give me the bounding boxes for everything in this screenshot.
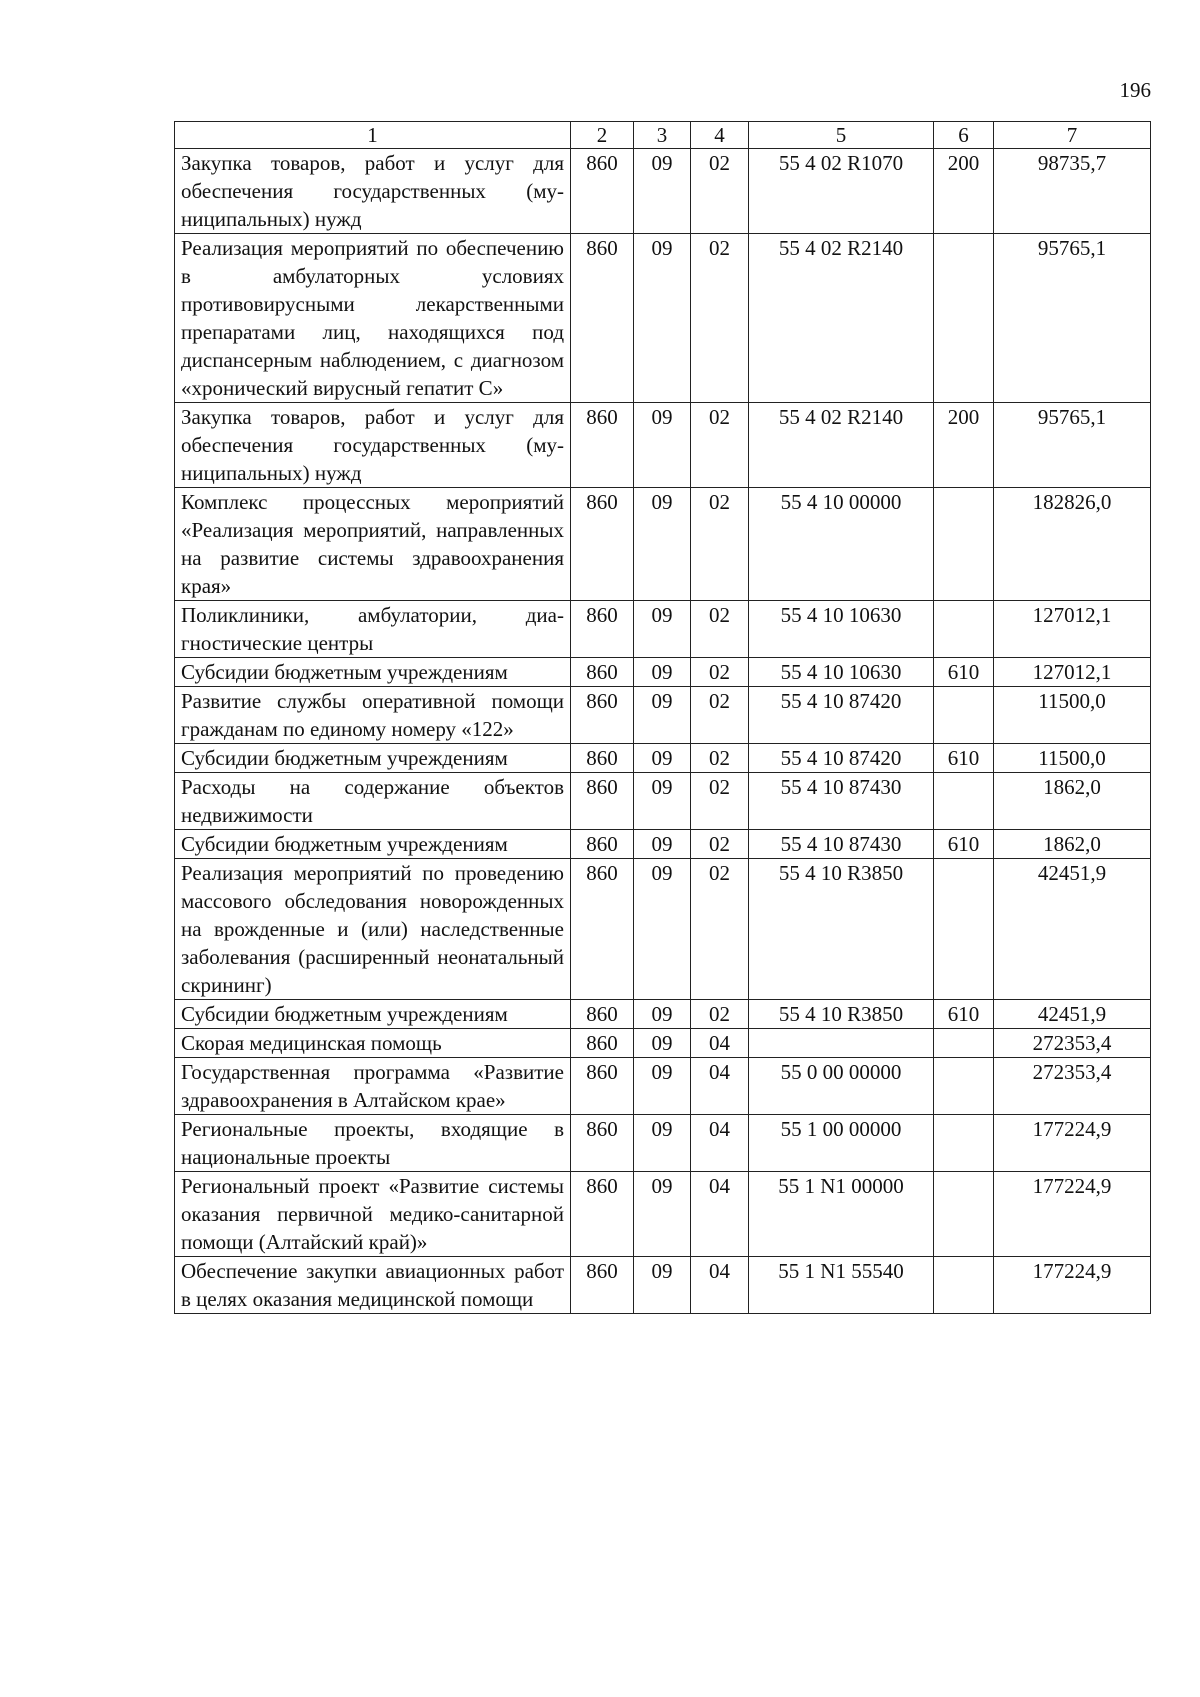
subsection-code-cell: 02 — [691, 859, 749, 1000]
ministry-code-cell: 860 — [571, 1000, 634, 1029]
section-code-cell: 09 — [634, 1029, 691, 1058]
amount-cell: 42451,9 — [994, 1000, 1151, 1029]
budget-table — [174, 121, 1151, 1314]
section-code-cell: 09 — [634, 149, 691, 234]
ministry-code-cell: 860 — [571, 859, 634, 1000]
amount-cell: 42451,9 — [994, 859, 1151, 1000]
amount-cell: 272353,4 — [994, 1058, 1151, 1115]
item-name-cell: Расходы на содержание объектов недвижимости — [175, 773, 571, 830]
expense-type-cell — [934, 601, 994, 658]
expense-type-cell — [934, 1115, 994, 1172]
ministry-code-cell: 860 — [571, 403, 634, 488]
amount-cell: 127012,1 — [994, 601, 1151, 658]
item-name-cell: Закупка товаров, работ и услуг для обеспечения государственных (муниципальных) нужд — [175, 149, 571, 234]
ministry-code-cell: 860 — [571, 773, 634, 830]
item-name-cell: Субсидии бюджетным учреждениям — [175, 744, 571, 773]
item-name-cell: Региональные проекты, входящие в национальные проекты — [175, 1115, 571, 1172]
column-header: 3 — [634, 122, 691, 149]
section-code-cell: 09 — [634, 403, 691, 488]
section-code-cell: 09 — [634, 1172, 691, 1257]
target-article-cell: 55 0 00 00000 — [749, 1058, 934, 1115]
target-article-cell: 55 4 02 R1070 — [749, 149, 934, 234]
section-code-cell: 09 — [634, 1115, 691, 1172]
target-article-cell: 55 4 02 R2140 — [749, 403, 934, 488]
target-article-cell: 55 4 10 10630 — [749, 601, 934, 658]
section-code-cell: 09 — [634, 773, 691, 830]
item-name-cell: Реализация мероприятий по проведению массового обследования новорожденных на врожденные и (или) наследственные заболевания (расширенный неонатальный скрининг) — [175, 859, 571, 1000]
target-article-cell: 55 1 N1 55540 — [749, 1257, 934, 1314]
subsection-code-cell: 02 — [691, 149, 749, 234]
ministry-code-cell: 860 — [571, 744, 634, 773]
subsection-code-cell: 02 — [691, 1000, 749, 1029]
ministry-code-cell: 860 — [571, 830, 634, 859]
section-code-cell: 09 — [634, 658, 691, 687]
expense-type-cell: 200 — [934, 403, 994, 488]
amount-cell: 11500,0 — [994, 687, 1151, 744]
expense-type-cell — [934, 234, 994, 403]
table-row — [175, 1115, 1151, 1172]
ministry-code-cell: 860 — [571, 601, 634, 658]
ministry-code-cell: 860 — [571, 658, 634, 687]
target-article-cell: 55 4 10 87430 — [749, 830, 934, 859]
section-code-cell: 09 — [634, 488, 691, 601]
target-article-cell: 55 1 00 00000 — [749, 1115, 934, 1172]
ministry-code-cell: 860 — [571, 1172, 634, 1257]
amount-cell: 177224,9 — [994, 1172, 1151, 1257]
table-row — [175, 859, 1151, 1000]
item-name-cell: Скорая медицинская помощь — [175, 1029, 571, 1058]
item-name-cell: Поликлиники, амбулатории, диагностические центры — [175, 601, 571, 658]
amount-cell: 177224,9 — [994, 1257, 1151, 1314]
item-name-cell: Развитие службы оперативной помощи гражданам по единому номеру «122» — [175, 687, 571, 744]
ministry-code-cell: 860 — [571, 687, 634, 744]
section-code-cell: 09 — [634, 1058, 691, 1115]
expense-type-cell — [934, 1029, 994, 1058]
page-number: 196 — [1119, 78, 1151, 102]
item-name-cell: Субсидии бюджетным учреждениям — [175, 1000, 571, 1029]
ministry-code-cell: 860 — [571, 1257, 634, 1314]
subsection-code-cell: 02 — [691, 601, 749, 658]
expense-type-cell — [934, 859, 994, 1000]
ministry-code-cell: 860 — [571, 1058, 634, 1115]
amount-cell: 177224,9 — [994, 1115, 1151, 1172]
amount-cell: 95765,1 — [994, 234, 1151, 403]
item-name-cell: Субсидии бюджетным учреждениям — [175, 830, 571, 859]
section-code-cell: 09 — [634, 601, 691, 658]
table-row — [175, 687, 1151, 744]
table-row — [175, 488, 1151, 601]
amount-cell: 1862,0 — [994, 830, 1151, 859]
ministry-code-cell: 860 — [571, 1029, 634, 1058]
subsection-code-cell: 04 — [691, 1029, 749, 1058]
column-header: 7 — [994, 122, 1151, 149]
table-row — [175, 658, 1151, 687]
ministry-code-cell: 860 — [571, 149, 634, 234]
expense-type-cell: 610 — [934, 1000, 994, 1029]
target-article-cell: 55 4 10 00000 — [749, 488, 934, 601]
subsection-code-cell: 02 — [691, 488, 749, 601]
subsection-code-cell: 02 — [691, 830, 749, 859]
column-header: 2 — [571, 122, 634, 149]
subsection-code-cell: 02 — [691, 658, 749, 687]
subsection-code-cell: 02 — [691, 234, 749, 403]
section-code-cell: 09 — [634, 687, 691, 744]
table-row — [175, 1257, 1151, 1314]
table-row — [175, 601, 1151, 658]
table-row — [175, 830, 1151, 859]
item-name-cell: Государственная программа «Развитие здравоохранения в Алтайском крае» — [175, 1058, 571, 1115]
target-article-cell: 55 4 02 R2140 — [749, 234, 934, 403]
subsection-code-cell: 04 — [691, 1115, 749, 1172]
expense-type-cell — [934, 488, 994, 601]
expense-type-cell — [934, 1257, 994, 1314]
section-code-cell: 09 — [634, 1000, 691, 1029]
expense-type-cell — [934, 1172, 994, 1257]
amount-cell: 11500,0 — [994, 744, 1151, 773]
target-article-cell: 55 1 N1 00000 — [749, 1172, 934, 1257]
target-article-cell: 55 4 10 87420 — [749, 744, 934, 773]
target-article-cell: 55 4 10 87420 — [749, 687, 934, 744]
section-code-cell: 09 — [634, 830, 691, 859]
target-article-cell: 55 4 10 10630 — [749, 658, 934, 687]
expense-type-cell: 610 — [934, 658, 994, 687]
amount-cell: 98735,7 — [994, 149, 1151, 234]
expense-type-cell — [934, 687, 994, 744]
budget-table-body — [175, 122, 1151, 1314]
section-code-cell: 09 — [634, 234, 691, 403]
ministry-code-cell: 860 — [571, 1115, 634, 1172]
amount-cell: 127012,1 — [994, 658, 1151, 687]
table-row — [175, 1000, 1151, 1029]
table-row — [175, 1172, 1151, 1257]
ministry-code-cell: 860 — [571, 234, 634, 403]
subsection-code-cell: 02 — [691, 403, 749, 488]
item-name-cell: Закупка товаров, работ и услуг для обеспечения государственных (муниципальных) нужд — [175, 403, 571, 488]
section-code-cell: 09 — [634, 859, 691, 1000]
target-article-cell — [749, 1029, 934, 1058]
subsection-code-cell: 04 — [691, 1172, 749, 1257]
amount-cell: 272353,4 — [994, 1029, 1151, 1058]
table-row — [175, 744, 1151, 773]
subsection-code-cell: 02 — [691, 687, 749, 744]
expense-type-cell: 200 — [934, 149, 994, 234]
amount-cell: 95765,1 — [994, 403, 1151, 488]
column-header: 5 — [749, 122, 934, 149]
expense-type-cell: 610 — [934, 830, 994, 859]
item-name-cell: Субсидии бюджетным учреждениям — [175, 658, 571, 687]
section-code-cell: 09 — [634, 1257, 691, 1314]
table-row — [175, 149, 1151, 234]
subsection-code-cell: 02 — [691, 773, 749, 830]
target-article-cell: 55 4 10 87430 — [749, 773, 934, 830]
expense-type-cell: 610 — [934, 744, 994, 773]
item-name-cell: Реализация мероприятий по обеспечению в амбулаторных условиях противовирусными лекарственными препаратами лиц, находящихся под диспансерным наблюдением, с диагнозом «хронический вирусный гепатит С» — [175, 234, 571, 403]
item-name-cell: Обеспечение закупки авиационных работ в целях оказания медицинской помощи — [175, 1257, 571, 1314]
expense-type-cell — [934, 773, 994, 830]
table-row — [175, 1058, 1151, 1115]
table-header-row — [175, 122, 1151, 149]
section-code-cell: 09 — [634, 744, 691, 773]
table-row — [175, 1029, 1151, 1058]
amount-cell: 1862,0 — [994, 773, 1151, 830]
item-name-cell: Региональный проект «Развитие системы оказания первичной медико-санитарной помощи (Алтайский край)» — [175, 1172, 571, 1257]
subsection-code-cell: 04 — [691, 1257, 749, 1314]
table-row — [175, 234, 1151, 403]
item-name-cell: Комплекс процессных мероприятий «Реализация мероприятий, направленных на развитие системы здравоохранения края» — [175, 488, 571, 601]
subsection-code-cell: 04 — [691, 1058, 749, 1115]
ministry-code-cell: 860 — [571, 488, 634, 601]
table-row — [175, 403, 1151, 488]
expense-type-cell — [934, 1058, 994, 1115]
column-header: 6 — [934, 122, 994, 149]
amount-cell: 182826,0 — [994, 488, 1151, 601]
column-header: 4 — [691, 122, 749, 149]
target-article-cell: 55 4 10 R3850 — [749, 859, 934, 1000]
table-row — [175, 773, 1151, 830]
subsection-code-cell: 02 — [691, 744, 749, 773]
target-article-cell: 55 4 10 R3850 — [749, 1000, 934, 1029]
column-header: 1 — [175, 122, 571, 149]
